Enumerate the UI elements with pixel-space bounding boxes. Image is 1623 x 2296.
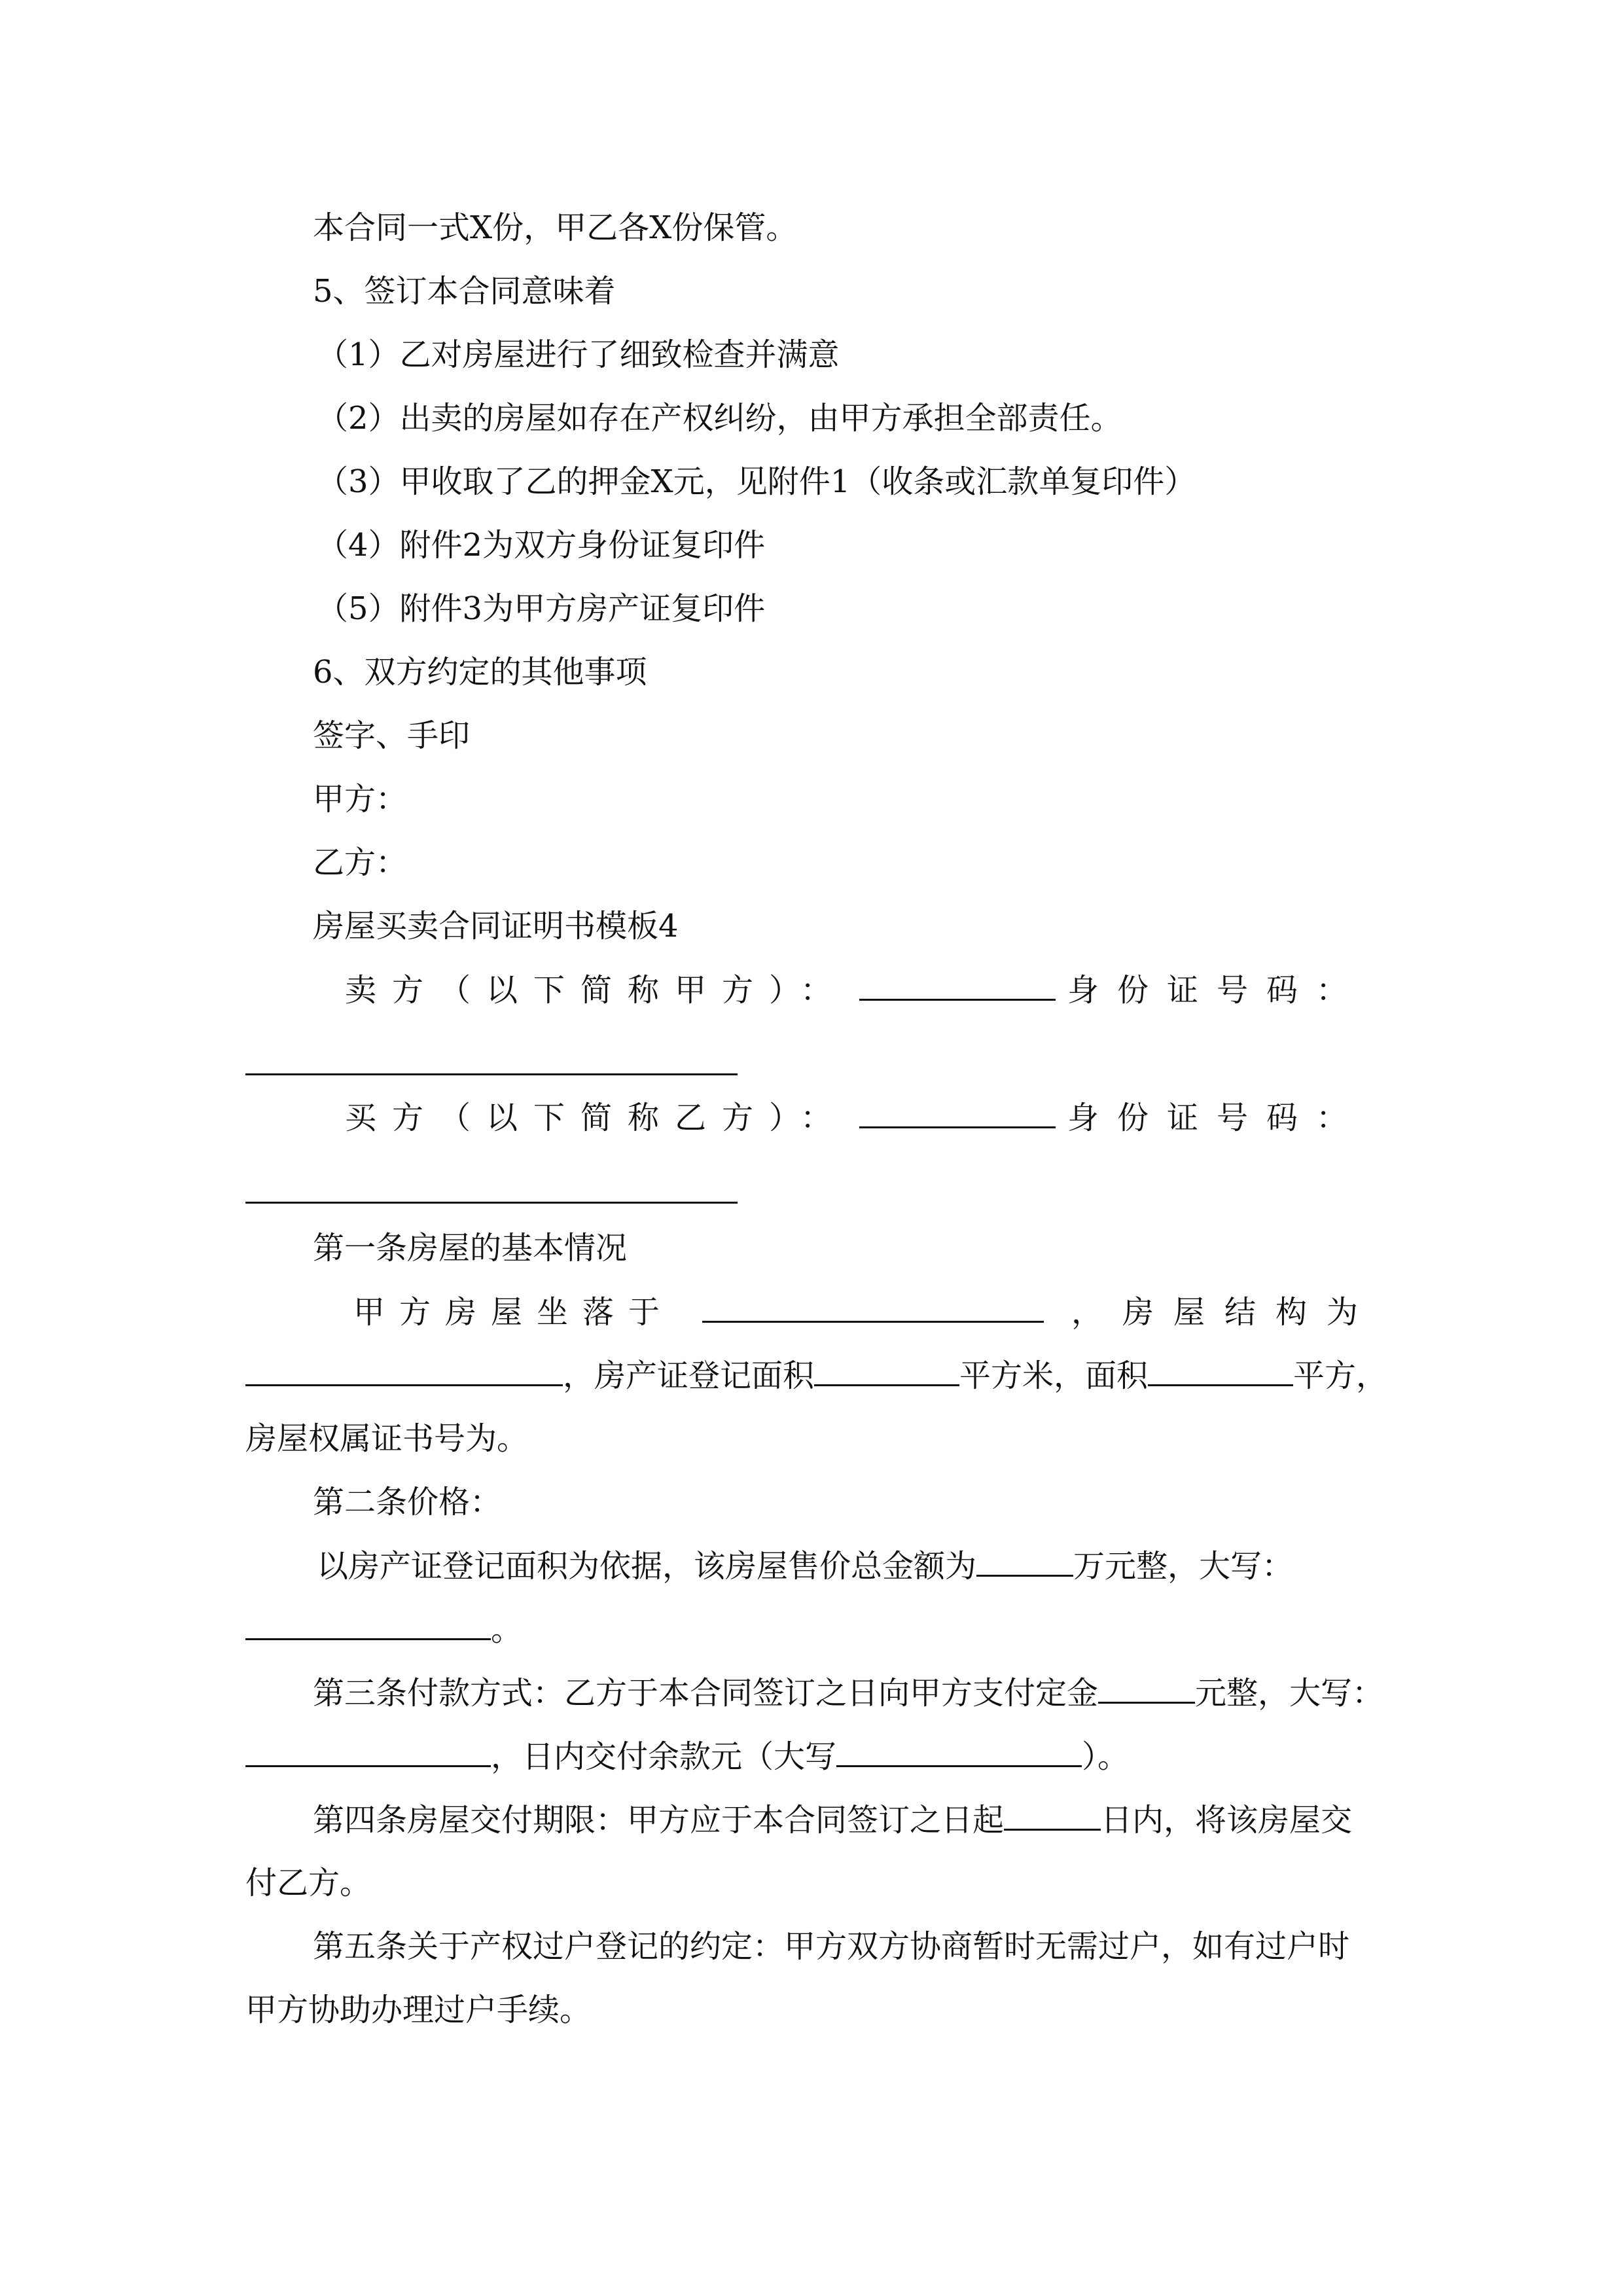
clause-5-heading: 5、签订本合同意味着 [313,273,616,310]
article-3-line-1 [313,1672,1383,1713]
article-1-line-1 [353,1291,1378,1333]
price-label: 以房产证登记面积为依据，该房屋售价总金额为 [317,1548,977,1585]
deposit-unit-label: 元整，大写： [1195,1675,1384,1712]
structure-blank [245,1354,563,1386]
buyer-label: 买方（以下简称乙方）： [345,1100,848,1136]
party-a-signature: 甲方： [313,781,408,817]
area-unit-label: 平方米，面积 [959,1357,1149,1394]
clause-5-item-2: （2）出卖的房屋如存在产权纠纷，由甲方承担全部责任。 [317,400,1122,437]
buyer-id-blank [245,1202,738,1204]
balance-uppercase-blank [836,1735,1082,1767]
party-b-signature: 乙方： [313,844,408,881]
seller-line [345,969,1366,1011]
clause-5-item-4: （4）附件2为双方身份证复印件 [317,527,766,564]
article-3-line-2 [245,1735,1129,1777]
certificate-number-line: 房屋权属证书号为。 [245,1420,529,1457]
article-5-line-1: 第五条关于产权过户登记的约定：甲方双方协商暂时无需过户，如有过户时 [313,1928,1350,1965]
clause-5-item-1: （1）乙对房屋进行了细致检查并满意 [317,336,840,373]
price-blank [976,1545,1073,1577]
article-1-line-2 [245,1354,1387,1396]
article-2-line-1 [317,1545,1293,1587]
price-unit-label: 万元整，大写： [1073,1548,1294,1585]
balance-end: ）。 [1082,1738,1130,1775]
price-uppercase-blank [245,1608,491,1640]
registered-area-blank [814,1354,959,1386]
article-4-line-1 [313,1799,1352,1840]
area-blank [1148,1354,1293,1386]
registered-area-label: ，房产证登记面积 [563,1357,815,1394]
deposit-uppercase-blank [245,1735,491,1767]
article-2-title: 第二条价格： [313,1484,502,1520]
structure-label: ，房屋结构为 [1071,1294,1378,1331]
signature-heading: 签字、手印 [313,717,471,754]
buyer-id-label: 身份证号码： [1067,1100,1366,1136]
article-1-title: 第一条房屋的基本情况 [313,1230,628,1266]
seller-name-blank [859,969,1056,1001]
buyer-line [345,1096,1366,1138]
location-blank [702,1291,1044,1323]
deposit-blank [1098,1672,1195,1704]
deposit-label: 第三条付款方式：乙方于本合同签订之日向甲方支付定金 [313,1675,1099,1712]
buyer-name-blank [859,1096,1056,1128]
balance-label: ，日内交付余款元（大写 [491,1738,837,1775]
seller-label: 卖方（以下简称甲方）： [345,972,848,1009]
area-unit-2: 平方， [1293,1357,1388,1394]
price-end: 。 [491,1611,523,1648]
template-title: 房屋买卖合同证明书模板4 [313,908,679,944]
article-5-line-2: 甲方协助办理过户手续。 [245,1992,592,2028]
delivery-label: 第四条房屋交付期限：甲方应于本合同签订之日起 [313,1802,1005,1839]
delivery-days-blank [1004,1799,1101,1831]
article-2-line-2 [245,1608,522,1650]
clause-6-heading: 6、双方约定的其他事项 [313,654,647,691]
clause-5-item-3: （3）甲收取了乙的押金X元，见附件1（收条或汇款单复印件） [317,463,1196,500]
copies-clause: 本合同一式X份，甲乙各X份保管。 [313,209,798,246]
location-label: 甲方房屋坐落于 [353,1294,675,1331]
article-4-line-2: 付乙方。 [245,1865,372,1901]
seller-id-label: 身份证号码： [1067,972,1366,1009]
clause-5-item-5: （5）附件3为甲方房产证复印件 [317,590,766,627]
delivery-text: 日内，将该房屋交 [1101,1802,1353,1839]
seller-id-blank [245,1073,738,1075]
